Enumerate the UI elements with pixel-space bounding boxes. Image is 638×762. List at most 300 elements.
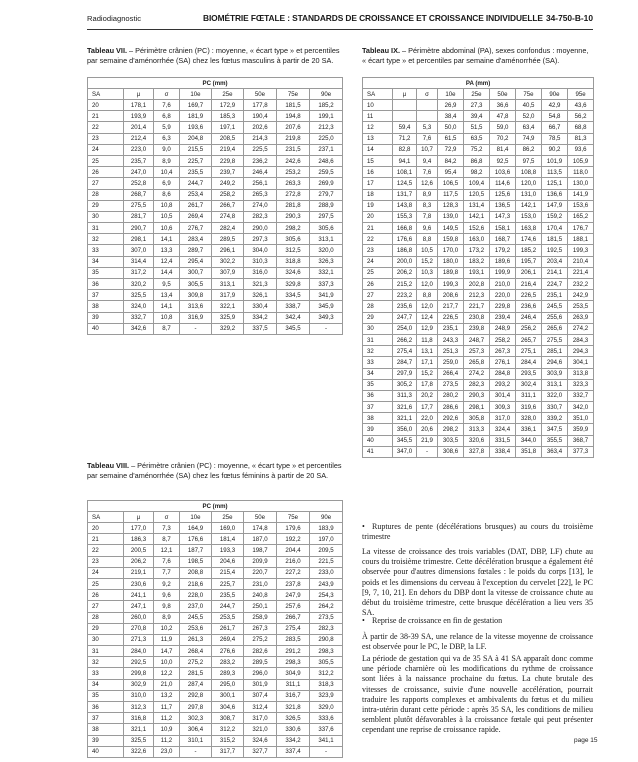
table-cell: 321,1 xyxy=(393,413,417,424)
table-cell: 265,7 xyxy=(516,334,542,345)
table-cell: 289,5 xyxy=(244,657,277,668)
table-cell: 30 xyxy=(88,211,124,222)
table-row xyxy=(363,379,594,390)
table-cell: 244,7 xyxy=(212,601,244,612)
table-row xyxy=(363,223,594,234)
table-cell: 16 xyxy=(363,167,393,178)
table-cell: 301,9 xyxy=(244,679,277,690)
table-cell: 207,6 xyxy=(277,122,310,133)
table-cell: 202,6 xyxy=(244,122,277,133)
table-cell: 59,0 xyxy=(490,122,516,133)
table-cell: 316,9 xyxy=(180,312,212,323)
table-cell: 30 xyxy=(88,634,124,645)
table-row xyxy=(88,724,343,735)
table-row xyxy=(88,279,343,290)
table-cell: 244,7 xyxy=(180,178,212,189)
table-row xyxy=(88,301,343,312)
table-cell: 8,7 xyxy=(154,534,180,545)
table-cell: 304,9 xyxy=(277,668,310,679)
table-cell: 268,4 xyxy=(180,646,212,657)
table-cell: 63,4 xyxy=(516,122,542,133)
table-cell: 268,7 xyxy=(124,189,154,200)
table-cell: 78,5 xyxy=(542,133,568,144)
table-cell: 22 xyxy=(88,545,124,556)
table-cell: 22 xyxy=(363,234,393,245)
table-cell: 32 xyxy=(88,234,124,245)
table-cell: 173,2 xyxy=(464,245,490,256)
table-cell: 229,8 xyxy=(490,301,516,312)
table-cell: 351,8 xyxy=(516,446,542,457)
table-cell: 8,7 xyxy=(154,323,180,334)
table-cell: 28 xyxy=(363,301,393,312)
table-cell: 8,8 xyxy=(417,234,438,245)
table-cell: 209,5 xyxy=(310,545,343,556)
table-cell: 86,8 xyxy=(464,155,490,166)
table-cell: 12 xyxy=(363,122,393,133)
table8-caption-text: – Périmètre crânien (PC) : moyenne, « écart type » et percentiles par semaine d'aménorrhée (SA) chez les fœtus féminins à partir de 20 SA. xyxy=(87,461,342,480)
table-cell: 15 xyxy=(363,155,393,166)
table-cell: 337,4 xyxy=(277,746,310,757)
table-cell: 125,6 xyxy=(490,189,516,200)
table-cell: 12,4 xyxy=(154,256,180,267)
table-cell: 18 xyxy=(363,189,393,200)
table-cell: 253,6 xyxy=(180,623,212,634)
table-cell: 105,9 xyxy=(568,155,594,166)
table-cell: 319,6 xyxy=(516,402,542,413)
table-cell: 20 xyxy=(88,523,124,534)
table-cell: 295,0 xyxy=(212,679,244,690)
table-cell: 281,8 xyxy=(277,200,310,211)
table-cell: 15,2 xyxy=(417,256,438,267)
table-cell: 258,9 xyxy=(244,612,277,623)
table-cell: 101,9 xyxy=(542,155,568,166)
table-row xyxy=(363,245,594,256)
table-cell: 188,1 xyxy=(568,234,594,245)
table-cell: - xyxy=(310,746,343,757)
table-cell: - xyxy=(310,323,343,334)
table-cell: 316,8 xyxy=(124,713,154,724)
table-cell: 282,3 xyxy=(310,623,343,634)
table-cell: 192,5 xyxy=(542,245,568,256)
table-cell: 316,7 xyxy=(277,690,310,701)
table-cell: 286,6 xyxy=(438,402,464,413)
table-cell: 228,0 xyxy=(180,590,212,601)
table-cell: 249,2 xyxy=(212,178,244,189)
table-cell: 273,5 xyxy=(438,379,464,390)
table-cell: 10,8 xyxy=(154,312,180,323)
table-cell: 143,8 xyxy=(393,200,417,211)
column-header: 75e xyxy=(277,512,310,523)
table-cell: 50,0 xyxy=(438,122,464,133)
table-cell: 220,7 xyxy=(244,567,277,578)
table-cell: 284,7 xyxy=(393,357,417,368)
table-cell: 227,2 xyxy=(277,567,310,578)
table-cell: 310,0 xyxy=(124,690,154,701)
table-cell: 17,7 xyxy=(417,402,438,413)
column-header: 10e xyxy=(180,512,212,523)
table-cell: 194,8 xyxy=(277,111,310,122)
table-cell: 7,3 xyxy=(154,523,180,534)
table-cell: 220,0 xyxy=(490,290,516,301)
table-cell: 301,4 xyxy=(490,390,516,401)
table-row xyxy=(363,267,594,278)
table-cell: 247,7 xyxy=(393,312,417,323)
table-row xyxy=(363,435,594,446)
table-cell: 34 xyxy=(88,679,124,690)
table-cell: 22,0 xyxy=(417,413,438,424)
table-cell: 264,2 xyxy=(310,601,343,612)
table-cell: 193,6 xyxy=(180,122,212,133)
table-cell: 25 xyxy=(88,155,124,166)
table-cell: 303,9 xyxy=(542,368,568,379)
table-cell: 106,5 xyxy=(438,178,464,189)
table-cell: 35 xyxy=(88,690,124,701)
table-cell: 29 xyxy=(88,623,124,634)
table-cell: 337,5 xyxy=(244,323,277,334)
table-cell: 185,2 xyxy=(310,100,343,111)
table-row xyxy=(88,567,343,578)
table-cell: 108,8 xyxy=(516,167,542,178)
table-row xyxy=(363,178,594,189)
table-row xyxy=(363,446,594,457)
table-cell: 232,2 xyxy=(568,279,594,290)
table-cell: 10,5 xyxy=(417,245,438,256)
table-cell: 298,1 xyxy=(124,234,154,245)
table-cell: 296,1 xyxy=(212,245,244,256)
table-cell: 283,4 xyxy=(180,234,212,245)
bullet-icon: • xyxy=(362,522,365,531)
table-row xyxy=(88,323,343,334)
table-cell: 231,0 xyxy=(244,578,277,589)
table-cell: 177,8 xyxy=(244,100,277,111)
table-row xyxy=(88,312,343,323)
table-cell: 38 xyxy=(88,724,124,735)
table-cell: 23 xyxy=(88,556,124,567)
table-cell: 8,6 xyxy=(154,189,180,200)
table-cell: 311,1 xyxy=(516,390,542,401)
table-cell: 298,1 xyxy=(464,402,490,413)
table-row xyxy=(363,402,594,413)
table-cell: 11,7 xyxy=(154,702,180,713)
table-cell: 314,4 xyxy=(124,256,154,267)
table-cell: 284,4 xyxy=(516,357,542,368)
table-cell: 187,0 xyxy=(244,534,277,545)
table-cell: 266,4 xyxy=(438,368,464,379)
table-row xyxy=(88,534,343,545)
column-header: μ xyxy=(393,89,417,100)
table-cell: 38 xyxy=(363,413,393,424)
table-cell: 321,6 xyxy=(393,402,417,413)
table-cell: 293,5 xyxy=(516,368,542,379)
table-cell: 334,2 xyxy=(244,312,277,323)
table-cell: 11,9 xyxy=(154,634,180,645)
table-cell: 28 xyxy=(88,189,124,200)
table-cell: 136,5 xyxy=(490,200,516,211)
table-cell: 327,7 xyxy=(244,746,277,757)
table-cell: - xyxy=(417,446,438,457)
table-cell: 311,3 xyxy=(393,390,417,401)
table-cell: 290,3 xyxy=(464,390,490,401)
table-cell: 312,3 xyxy=(124,702,154,713)
table-cell: 252,8 xyxy=(124,178,154,189)
table-row xyxy=(88,590,343,601)
header-title: BIOMÉTRIE FŒTALE : STANDARDS DE CROISSANCE ET CROISSANCE INDIVIDUELLE xyxy=(203,13,543,23)
table-row xyxy=(88,200,343,211)
table-cell: 291,2 xyxy=(277,646,310,657)
table-cell: 10,0 xyxy=(154,657,180,668)
column-header: 10e xyxy=(438,89,464,100)
table-cell: 66,7 xyxy=(542,122,568,133)
table-cell: 82,8 xyxy=(393,144,417,155)
column-header: SA xyxy=(88,89,124,100)
table-cell: 280,2 xyxy=(438,390,464,401)
header-rule xyxy=(87,29,593,30)
table-cell: 75,2 xyxy=(464,144,490,155)
table-cell: 305,5 xyxy=(310,657,343,668)
table-cell: 341,9 xyxy=(310,290,343,301)
table-cell: 94,1 xyxy=(393,155,417,166)
table-cell: 307,4 xyxy=(244,690,277,701)
table-cell: 289,3 xyxy=(212,668,244,679)
table-cell: 155,3 xyxy=(393,211,417,222)
table-row xyxy=(88,290,343,301)
table-cell: 337,6 xyxy=(310,724,343,735)
table-cell: 323,9 xyxy=(310,690,343,701)
table-cell: 168,7 xyxy=(490,234,516,245)
table-cell: 325,5 xyxy=(124,735,154,746)
table-cell: 13 xyxy=(363,133,393,144)
table-row xyxy=(88,735,343,746)
table-viii xyxy=(87,500,343,758)
table-cell: 199,1 xyxy=(310,111,343,122)
table-cell: 307,0 xyxy=(124,245,154,256)
table-cell: 131,7 xyxy=(393,189,417,200)
table-cell: 302,4 xyxy=(516,379,542,390)
table-row xyxy=(363,256,594,267)
table-cell: 177,0 xyxy=(124,523,154,534)
table-cell: 38 xyxy=(88,301,124,312)
table-cell: 215,5 xyxy=(180,144,212,155)
table-cell: 297,5 xyxy=(310,211,343,222)
table-cell: 342,4 xyxy=(277,312,310,323)
table-cell: 179,6 xyxy=(277,523,310,534)
table-cell: 37 xyxy=(88,713,124,724)
table-cell: 117,5 xyxy=(438,189,464,200)
table-cell: 181,4 xyxy=(212,534,244,545)
table-cell: 9,8 xyxy=(154,601,180,612)
table-cell: 284,8 xyxy=(490,368,516,379)
table-cell: 108,1 xyxy=(393,167,417,178)
table-cell: 274,8 xyxy=(212,211,244,222)
table-cell: 25 xyxy=(363,267,393,278)
table-cell: 176,6 xyxy=(393,234,417,245)
table-cell: 310,1 xyxy=(180,735,212,746)
table-cell: 305,5 xyxy=(180,279,212,290)
table-cell: 170,0 xyxy=(438,245,464,256)
table-cell: 324,6 xyxy=(277,267,310,278)
table-cell: 200,5 xyxy=(124,545,154,556)
table-cell: 302,2 xyxy=(212,256,244,267)
table-cell: 275,1 xyxy=(516,346,542,357)
table-cell: 36 xyxy=(88,279,124,290)
table-cell: 202,8 xyxy=(464,279,490,290)
table-cell: 92,5 xyxy=(490,155,516,166)
table7-caption-text: – Périmètre crânien (PC) : moyenne, « écart type » et percentiles par semaine d'aménorrhée (SA) chez les fœtus masculins à partir de 20 SA. xyxy=(87,46,340,65)
table-cell: 178,1 xyxy=(124,100,154,111)
table-cell: 12,1 xyxy=(154,545,180,556)
table-cell: 328,0 xyxy=(516,413,542,424)
table-cell: 305,2 xyxy=(393,379,417,390)
table-cell: 59,4 xyxy=(393,122,417,133)
table-cell: 8,8 xyxy=(417,290,438,301)
table-cell: 98,2 xyxy=(464,167,490,178)
table-cell: 212,3 xyxy=(464,290,490,301)
table-cell: 176,7 xyxy=(568,223,594,234)
table-cell: 17 xyxy=(363,178,393,189)
table-cell: 120,0 xyxy=(516,178,542,189)
table-cell: 61,5 xyxy=(438,133,464,144)
table-cell: 336,1 xyxy=(516,424,542,435)
table-cell: 163,0 xyxy=(464,234,490,245)
table-cell: 296,0 xyxy=(244,668,277,679)
table-cell: 248,7 xyxy=(464,334,490,345)
table-cell: 349,3 xyxy=(310,312,343,323)
table-row xyxy=(363,424,594,435)
table-row xyxy=(88,668,343,679)
table-cell: 218,6 xyxy=(180,578,212,589)
table-cell: 221,7 xyxy=(464,301,490,312)
table-cell: 233,0 xyxy=(310,567,343,578)
table-cell: 331,5 xyxy=(490,435,516,446)
column-header: 75e xyxy=(277,89,310,100)
table-cell: 276,6 xyxy=(212,646,244,657)
table-cell: 290,0 xyxy=(244,223,277,234)
table-cell: 181,9 xyxy=(180,111,212,122)
table-cell: 225,0 xyxy=(310,133,343,144)
table-cell: 208,6 xyxy=(438,290,464,301)
table-cell: 9,2 xyxy=(154,578,180,589)
table-cell: 40,5 xyxy=(516,100,542,111)
table-cell: 304,0 xyxy=(244,245,277,256)
table-cell: 147,9 xyxy=(542,200,568,211)
table-cell: 30 xyxy=(363,323,393,334)
column-header: 90e xyxy=(542,89,568,100)
table-cell: 288,9 xyxy=(310,200,343,211)
table-cell: 12,9 xyxy=(417,323,438,334)
table-cell: 253,5 xyxy=(212,612,244,623)
table-cell: 320,0 xyxy=(310,245,343,256)
table-cell: 292,8 xyxy=(180,690,212,701)
table-cell: 43,6 xyxy=(568,100,594,111)
table-row xyxy=(88,545,343,556)
column-header: μ xyxy=(124,89,154,100)
table-cell: 235,5 xyxy=(212,590,244,601)
table9-caption-text: – Périmètre abdominal (PA), sexes confondus : moyenne, « écart type » et percentiles par semaine d'aménorrhée (SA). xyxy=(362,46,589,65)
table-cell: 10,4 xyxy=(154,167,180,178)
table-cell: 289,5 xyxy=(212,234,244,245)
table-cell: 10,6 xyxy=(154,223,180,234)
table-cell: 251,3 xyxy=(438,346,464,357)
paragraph-deceleration: La vitesse de croissance des trois variables (DAT, DBP, LF) chute au cours du troisième trimestre. Cette décélération brusque a également été observée pour d'autres dimensions fœtales : le poids du corps [13], le poids et les dimensions du cerveau à l'exception du cervelet [22], le PC [9, 7, 10, 21]. En dehors du DBP dont la vitesse de croissance chute au début du troisième trimestre, cette brusque décélération a lieu vers 35 SA. xyxy=(362,547,593,618)
group-header: PC (mm) xyxy=(88,78,343,89)
table-cell: 334,2 xyxy=(277,735,310,746)
table-cell: 297,8 xyxy=(180,702,212,713)
table-cell: 235,7 xyxy=(124,155,154,166)
table-cell: 221,5 xyxy=(310,556,343,567)
table-cell: 81,3 xyxy=(568,133,594,144)
column-header: 75e xyxy=(516,89,542,100)
table-cell: 15,2 xyxy=(417,368,438,379)
table-cell: 212,4 xyxy=(124,133,154,144)
table-cell: 215,4 xyxy=(212,567,244,578)
table-cell: 40 xyxy=(363,435,393,446)
table-row xyxy=(88,256,343,267)
table-cell: 309,8 xyxy=(180,290,212,301)
table-cell: 24 xyxy=(88,144,124,155)
table-cell: 31 xyxy=(88,646,124,657)
table-cell: 216,4 xyxy=(516,279,542,290)
table-cell: 275,2 xyxy=(180,657,212,668)
table-cell: 6,9 xyxy=(154,178,180,189)
table-cell: 347,5 xyxy=(542,424,568,435)
table-cell: 193,9 xyxy=(124,111,154,122)
table-cell: 285,1 xyxy=(542,346,568,357)
table-cell: 8,9 xyxy=(154,612,180,623)
table-cell: 20 xyxy=(363,211,393,222)
table-cell: 159,8 xyxy=(438,234,464,245)
table-cell: 226,5 xyxy=(516,290,542,301)
table-cell: 274,2 xyxy=(568,323,594,334)
table-cell: 147,3 xyxy=(490,211,516,222)
table-cell: 246,4 xyxy=(244,167,277,178)
table-cell: 95,4 xyxy=(438,167,464,178)
header-section: Radiodiagnostic xyxy=(87,14,142,23)
table-cell: 326,5 xyxy=(277,713,310,724)
table-cell: 47,8 xyxy=(490,111,516,122)
table-cell: 214,1 xyxy=(542,267,568,278)
table-cell: 17,8 xyxy=(417,379,438,390)
table-cell: 318,3 xyxy=(310,679,343,690)
table-cell: 260,0 xyxy=(124,612,154,623)
table-row xyxy=(88,646,343,657)
table-cell: 31 xyxy=(88,223,124,234)
table-cell: 26 xyxy=(88,590,124,601)
table-cell: 245,5 xyxy=(542,301,568,312)
table-cell: 223,2 xyxy=(393,290,417,301)
table-cell: 219,1 xyxy=(124,567,154,578)
table-cell: 342,0 xyxy=(568,402,594,413)
table-cell: 5,9 xyxy=(154,122,180,133)
table-row xyxy=(363,334,594,345)
table-row xyxy=(363,279,594,290)
table-cell: 237,8 xyxy=(277,578,310,589)
table-cell: 181,5 xyxy=(542,234,568,245)
table-row xyxy=(88,111,343,122)
table-row xyxy=(88,189,343,200)
table-cell: 235,1 xyxy=(542,290,568,301)
header-code: 34-750-B-10 xyxy=(545,13,593,23)
paragraph-reprise-title: • Reprise de croissance en fin de gestation xyxy=(362,616,503,625)
table-cell: 254,0 xyxy=(393,323,417,334)
table-cell: - xyxy=(180,323,212,334)
table-cell: 290,7 xyxy=(124,223,154,234)
table-cell: 316,0 xyxy=(244,267,277,278)
table-cell: 243,3 xyxy=(438,334,464,345)
table-cell: 189,6 xyxy=(490,256,516,267)
table-cell: 276,7 xyxy=(180,223,212,234)
table-cell: 27 xyxy=(363,290,393,301)
table-cell: 97,5 xyxy=(516,155,542,166)
